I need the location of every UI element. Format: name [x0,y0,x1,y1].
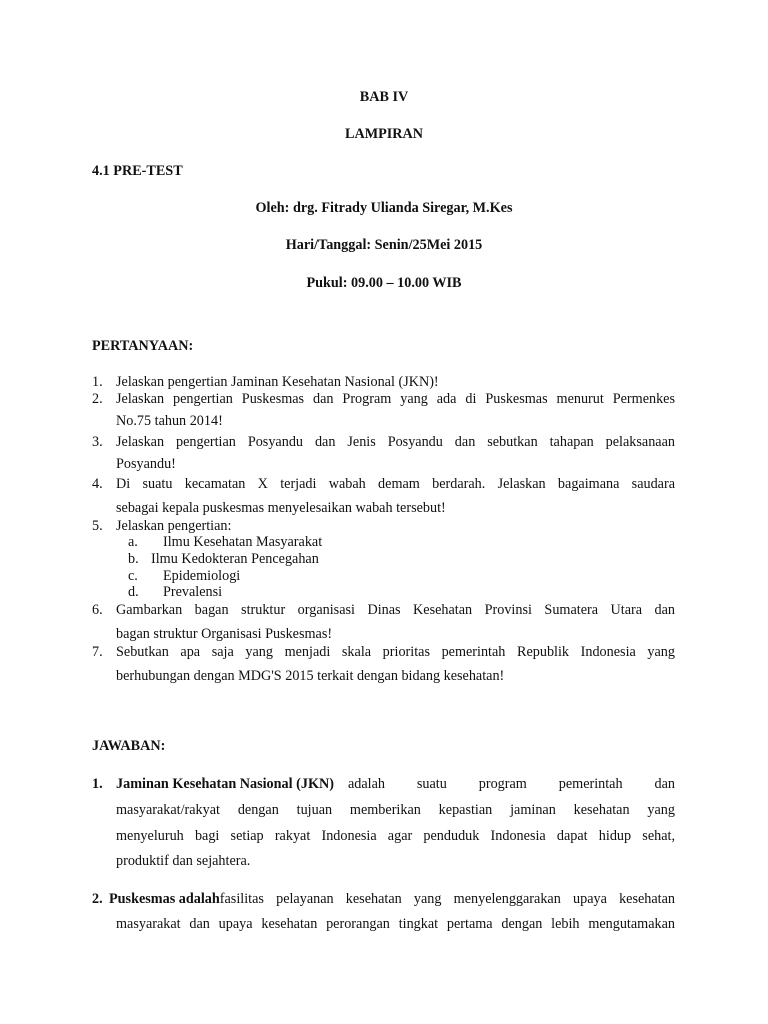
question-text: Jelaskan pengertian Posyandu dan Jenis Posyandu dan sebutkan tahapan pelaksanaan [116,434,675,450]
answer-term: Jaminan Kesehatan Nasional (JKN) [116,776,334,792]
answer-text: masyarakat dan upaya kesehatan perorangan tingkat pertama dengan lebih mengutamakan [116,916,675,932]
answer-text: adalah suatu program pemerintah dan [347,776,675,792]
question-text: sebagai kepala puskesmas menyelesaikan wabah tersebut! [116,500,446,516]
question-text: Gambarkan bagan struktur organisasi Dinas Kesehatan Provinsi Sumatera Utara dan [116,602,675,618]
date-line: Hari/Tanggal: Senin/25Mei 2015 [285,237,483,253]
answer-first-line [116,775,675,793]
question-text: Jelaskan pengertian: [116,518,232,534]
question-text: Posyandu! [116,456,176,472]
sub-item-letter: a. [128,534,138,550]
question-text: Jelaskan pengertian Jaminan Kesehatan Nasional (JKN)! [116,374,439,390]
question-number: 5. [92,518,103,534]
chapter-title: LAMPIRAN [344,126,424,142]
question-text: No.75 tahun 2014! [116,413,223,429]
answer-text: masyarakat/rakyat dengan tujuan memberikan kepastian jaminan kesehatan yang [116,802,675,818]
answer-first-line [109,890,675,908]
question-text: berhubungan dengan MDG'S 2015 terkait dengan bidang kesehatan! [116,668,505,684]
question-number: 2. [92,391,103,407]
time-line: Pukul: 09.00 – 10.00 WIB [306,275,462,291]
sub-item-letter: c. [128,568,138,584]
question-text: Jelaskan pengertian Puskesmas dan Program yang ada di Puskesmas menurut Permenkes [116,391,675,407]
answers-heading: JAWABAN: [92,738,166,754]
answer-text: menyeluruh bagi setiap rakyat Indonesia agar penduduk Indonesia dapat hidup sehat, [116,828,675,844]
answer-text: fasilitas pelayanan kesehatan yang menyelenggarakan upaya kesehatan [219,891,675,907]
question-number: 7. [92,644,103,660]
question-number: 1. [92,374,103,390]
questions-heading: PERTANYAAN: [92,338,194,354]
sub-item-text: Ilmu Kesehatan Masyarakat [163,534,323,550]
question-number: 4. [92,476,103,492]
sub-item-letter: b. [128,551,139,567]
sub-item-text: Prevalensi [163,584,223,600]
answer-number: 1. [92,776,103,792]
sub-item-letter: d. [128,584,139,600]
sub-item-text: Epidemiologi [163,568,241,584]
sub-item-text: Ilmu Kedokteran Pencegahan [151,551,319,567]
answer-term: Puskesmas adalah [109,891,220,907]
section-heading: 4.1 PRE-TEST [92,163,183,179]
question-text: Di suatu kecamatan X terjadi wabah demam berdarah. Jelaskan bagaimana saudara [116,476,675,492]
chapter-heading: BAB IV [359,89,409,105]
answer-number: 2. [92,891,103,907]
question-number: 6. [92,602,103,618]
question-text: Sebutkan apa saja yang menjadi skala prioritas pemerintah Republik Indonesia yang [116,644,675,660]
question-number: 3. [92,434,103,450]
question-text: bagan struktur Organisasi Puskesmas! [116,626,333,642]
author-line: Oleh: drg. Fitrady Ulianda Siregar, M.Kes [255,200,513,216]
answer-text: produktif dan sejahtera. [116,853,251,869]
